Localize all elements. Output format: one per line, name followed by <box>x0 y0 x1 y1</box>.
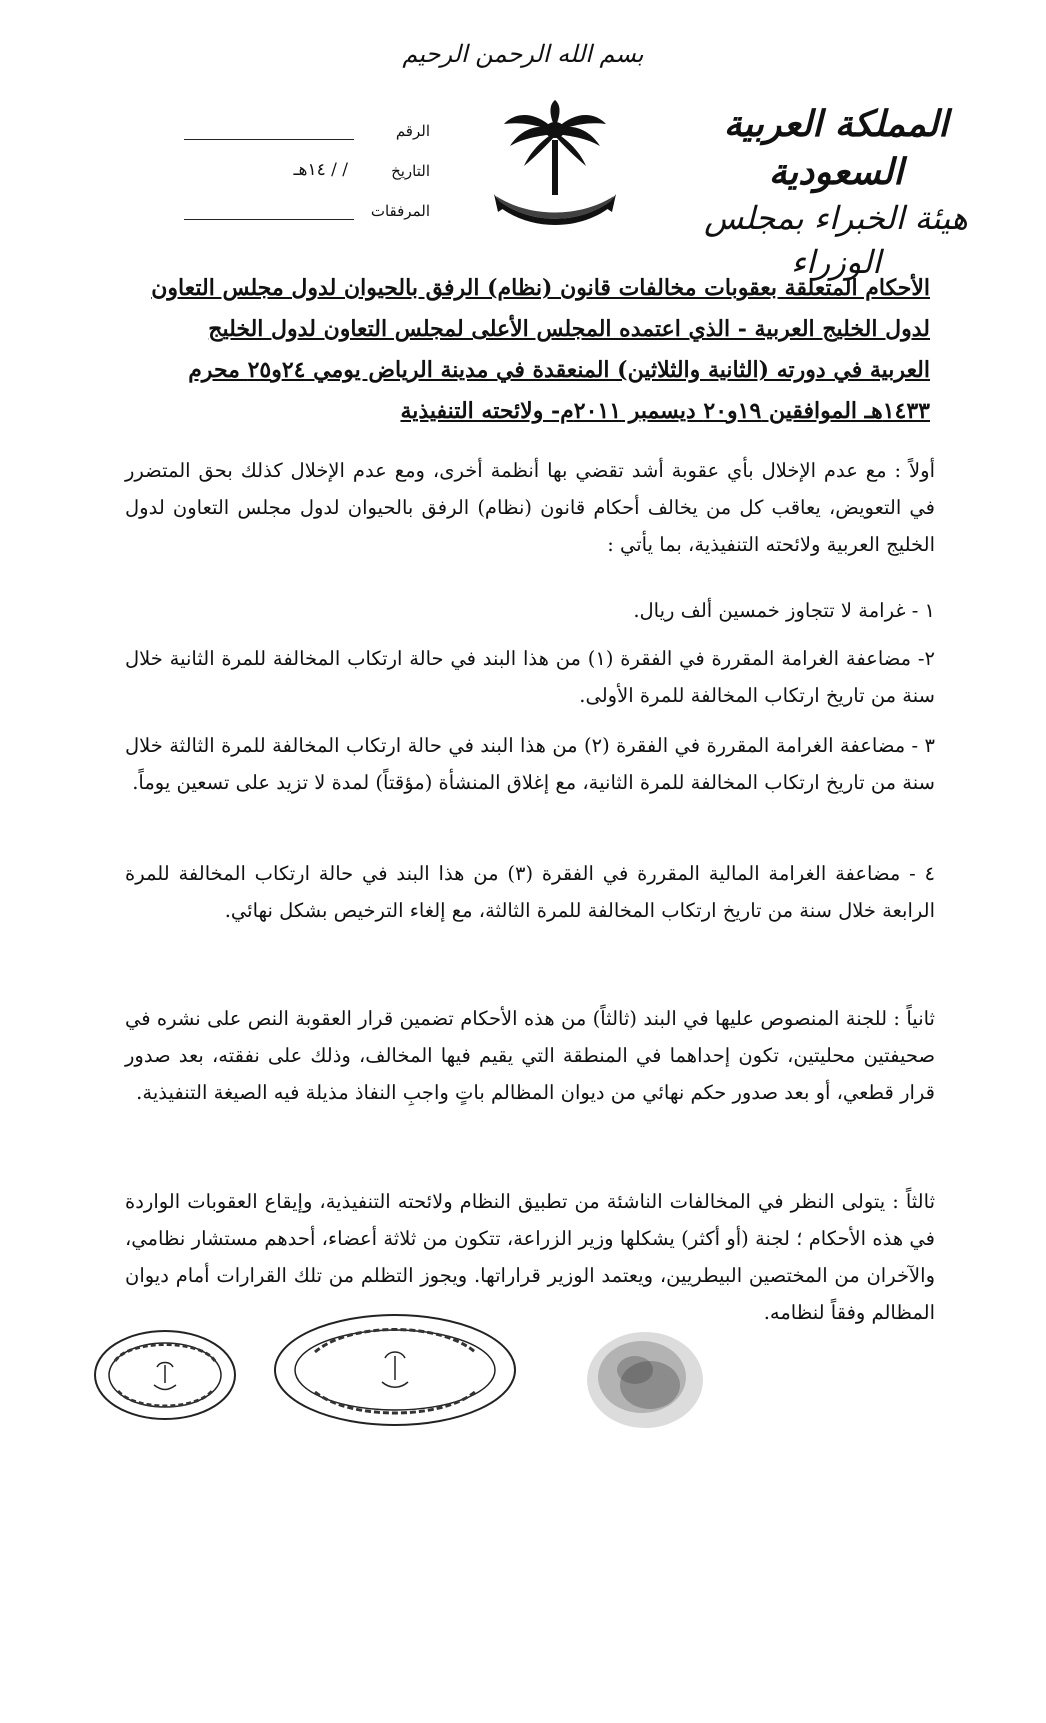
attachments-label: المرفقات <box>370 202 430 220</box>
organization-header <box>671 100 1001 284</box>
ref-row <box>100 100 430 140</box>
title-line-4: ١٤٣٣هـ الموافقين ١٩و٢٠ ديسمبر ٢٠١١م- ولائحته التنفيذية <box>400 398 930 424</box>
list-item-4: ٤ - مضاعفة الغرامة المالية المقررة في الفقرة (٣) من هذا البند في حالة ارتكاب المخالفة للمرة الرابعة خلال سنة من تاريخ ارتكاب المخالفة للمرة الثالثة، مع إلغاء الترخيص بشكل نهائي. <box>125 862 935 922</box>
paragraph-third: ثالثاً : يتولى النظر في المخالفات الناشئة من تطبيق النظام ولائحته التنفيذية، وإيقاع العقوبات الواردة في هذه الأحكام ؛ لجنة (أو أكثر) يشكلها وزير الزراعة، تتكون من ثلاثة أعضاء، أحدهم مستشار نظامي، والآخران من المختصين البيطريين، ويعتمد الوزير قراراتها. ويجوز التظلم من تلك القرارات أمام ديوان المظالم وفقاً لنظامه. <box>125 1190 935 1324</box>
list-item-3: ٣ - مضاعفة الغرامة المقررة في الفقرة (٢) من هذا البند في حالة ارتكاب المخالفة للمرة الثالثة خلال سنة من تاريخ ارتكاب المخالفة للمرة الثانية، مع إغلاق المنشأة (مؤقتاً) لمدة لا تزيد على تسعين يوماً. <box>125 734 935 794</box>
palm-swords-emblem-icon <box>490 100 620 240</box>
paragraph-second: ثانياً : للجنة المنصوص عليها في البند (ثالثاً) من هذه الأحكام تضمين قرار العقوبة النص على نشره في صحيفتين محليتين، تكون إحداهما في المنطقة التي يقيم فيها المخالف، وذلك على نفقته، بعد صدور قرار قطعي، أو بعد صدور حكم نهائي من ديوان المظالم باتٍ واجبِ النفاذ مذيلة فيه الصيغة التنفيذية. <box>125 1007 935 1104</box>
official-seal-stamp-2 <box>270 1310 520 1430</box>
title-line-3: العربية في دورته (الثانية والثلاثين) المنعقدة في مدينة الرياض يومي ٢٤و٢٥ محرم <box>188 357 930 383</box>
attachments-row <box>100 180 430 220</box>
basmala: بسم الله الرحمن الرحيم <box>402 40 644 68</box>
title-line-1: الأحكام المتعلقة بعقوبات مخالفات قانون (نظام) الرفق بالحيوان لدول مجلس التعاون <box>151 275 930 301</box>
paragraph-first: أولاً : مع عدم الإخلال بأي عقوبة أشد تقضي بها أنظمة أخرى، ومع عدم الإخلال كذلك بحق المتضرر في التعويض، يعاقب كل من يخالف أحكام قانون (نظام) الرفق بالحيوان لدول مجلس التعاون لدول الخليج العربية ولائحته التنفيذية، بما يأتي : <box>125 459 935 556</box>
list-item-1: ١ - غرامة لا تتجاوز خمسين ألف ريال. <box>633 599 935 622</box>
official-seal-stamp-1 <box>90 1325 240 1425</box>
date-value: / / ١٤هـ <box>293 160 348 180</box>
list-item-2: ٢- مضاعفة الغرامة المقررة في الفقرة (١) من هذا البند في حالة ارتكاب المخالفة للمرة الثانية خلال سنة من تاريخ ارتكاب المخالفة للمرة الأولى. <box>125 647 935 707</box>
org-name-line-2: هيئة الخبراء بمجلس الوزراء <box>704 199 968 281</box>
attachments-line <box>184 201 354 220</box>
ref-label: الرقم <box>395 122 430 140</box>
document-meta <box>100 100 430 220</box>
date-label: التاريخ <box>391 162 430 180</box>
org-name-line-1: المملكة العربية السعودية <box>723 103 949 193</box>
ref-line <box>184 121 354 140</box>
date-row <box>100 140 430 180</box>
smudged-stamp <box>580 1325 710 1435</box>
title-line-2: لدول الخليج العربية - الذي اعتمده المجلس الأعلى لمجلس التعاون لدول الخليج <box>208 316 930 342</box>
document-title <box>125 268 930 432</box>
